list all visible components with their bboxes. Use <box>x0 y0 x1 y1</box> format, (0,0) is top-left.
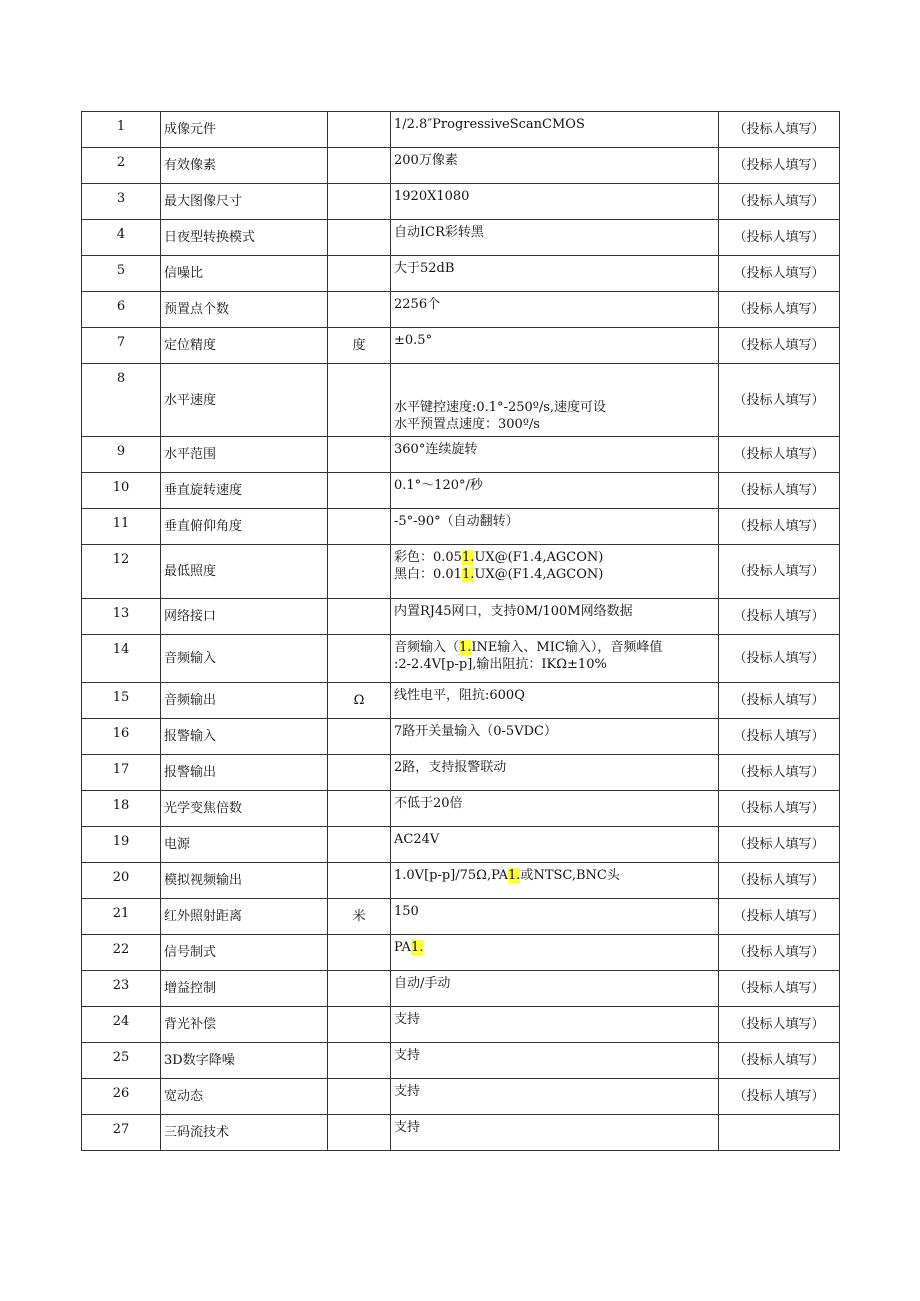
spec-value-cell <box>391 719 719 755</box>
spec-value-cell <box>391 827 719 863</box>
spec-value-text: 0.1°～120°/秒 <box>394 478 483 493</box>
bidder-fill-note-cell: （投标人填写） <box>719 683 840 719</box>
unit-cell: Ω <box>328 683 391 719</box>
parameter-name-cell: 模拟视频输出 <box>161 863 328 899</box>
unit-cell <box>328 220 391 256</box>
parameter-name-cell: 光学变焦倍数 <box>161 791 328 827</box>
parameter-name-cell: 三码流技术 <box>161 1115 328 1151</box>
spec-value-cell <box>391 683 719 719</box>
unit-cell <box>328 184 391 220</box>
row-number-cell: 13 <box>82 599 161 635</box>
table-row <box>82 220 840 256</box>
spec-value-line <box>394 513 715 530</box>
row-number-cell: 26 <box>82 1079 161 1115</box>
parameter-name-cell: 3D数字降噪 <box>161 1043 328 1079</box>
bidder-fill-note-cell: （投标人填写） <box>719 1007 840 1043</box>
table-row <box>82 827 840 863</box>
table-row <box>82 1115 840 1151</box>
spec-value-text: 支持 <box>394 1084 421 1099</box>
spec-value-text: 大于52dB <box>394 261 455 276</box>
spec-value-text: 2路，支持报警联动 <box>394 760 507 775</box>
parameter-name-cell: 垂直俯仰角度 <box>161 509 328 545</box>
parameter-name-cell: 音频输出 <box>161 683 328 719</box>
spec-value-cell <box>391 599 719 635</box>
row-number-cell: 11 <box>82 509 161 545</box>
spec-value-line <box>394 296 715 313</box>
row-number-cell: 12 <box>82 545 161 599</box>
row-number-cell: 10 <box>82 473 161 509</box>
spec-value-text: 线性电平，阻抗:600Q <box>394 688 525 703</box>
bidder-fill-note-cell: （投标人填写） <box>719 1079 840 1115</box>
spec-value-line <box>394 656 715 673</box>
spec-value-line <box>394 639 715 656</box>
spec-value-text: 黑白：0.01 <box>394 567 462 582</box>
spec-value-text: 2256个 <box>394 297 441 312</box>
highlighted-text: 1. <box>459 640 472 655</box>
table-row <box>82 292 840 328</box>
spec-value-text: 1/2.8″ProgressiveScanCMOS <box>394 117 585 132</box>
spec-value-text: 支持 <box>394 1120 421 1135</box>
spec-value-cell <box>391 112 719 148</box>
table-row <box>82 899 840 935</box>
table-row <box>82 935 840 971</box>
bidder-fill-note-cell: （投标人填写） <box>719 827 840 863</box>
table-row <box>82 473 840 509</box>
spec-value-line <box>394 1047 715 1064</box>
spec-value-text: 7路开关量输入（0-5VDC） <box>394 724 557 739</box>
unit-cell: 度 <box>328 328 391 364</box>
spec-value-text: PA <box>394 940 411 955</box>
spec-value-line <box>394 152 715 169</box>
spec-value-line <box>394 903 715 920</box>
unit-cell <box>328 1079 391 1115</box>
table-row <box>82 971 840 1007</box>
row-number-cell: 16 <box>82 719 161 755</box>
spec-value-text: 内置RJ45网口，支持0M/100M网络数据 <box>394 604 633 619</box>
spec-value-line <box>394 566 715 583</box>
spec-value-text: ±0.5° <box>394 333 433 348</box>
unit-cell <box>328 256 391 292</box>
spec-value-text: AC24V <box>394 832 440 847</box>
table-row <box>82 545 840 599</box>
parameter-name-cell: 垂直旋转速度 <box>161 473 328 509</box>
table-row <box>82 719 840 755</box>
spec-value-text: INE输入、MIC输入），音频峰值 <box>471 640 663 655</box>
table-row <box>82 148 840 184</box>
spec-value-text: 音频输入（ <box>394 640 460 655</box>
spec-value-text: 自动/手动 <box>394 976 451 991</box>
bidder-fill-note-cell: （投标人填写） <box>719 509 840 545</box>
unit-cell <box>328 863 391 899</box>
table-row <box>82 755 840 791</box>
spec-value-cell <box>391 899 719 935</box>
spec-value-cell <box>391 1115 719 1151</box>
row-number-cell: 2 <box>82 148 161 184</box>
unit-cell <box>328 545 391 599</box>
spec-value-text: 200万像素 <box>394 153 458 168</box>
unit-cell <box>328 292 391 328</box>
spec-value-cell <box>391 1043 719 1079</box>
bidder-fill-note-cell: （投标人填写） <box>719 220 840 256</box>
row-number-cell: 4 <box>82 220 161 256</box>
bidder-fill-note-cell: （投标人填写） <box>719 755 840 791</box>
spec-value-line <box>394 332 715 349</box>
spec-value-cell <box>391 1007 719 1043</box>
spec-value-line <box>394 795 715 812</box>
parameter-name-cell: 背光补偿 <box>161 1007 328 1043</box>
row-number-cell: 24 <box>82 1007 161 1043</box>
row-number-cell: 14 <box>82 635 161 683</box>
spec-value-text: 1.0V[p-p]/75Ω,PA <box>394 868 509 883</box>
spec-value-line <box>394 759 715 776</box>
spec-value-cell <box>391 863 719 899</box>
unit-cell <box>328 935 391 971</box>
spec-value-text: 或NTSC,BNC头 <box>520 868 620 883</box>
parameter-name-cell: 报警输出 <box>161 755 328 791</box>
row-number-cell: 20 <box>82 863 161 899</box>
highlighted-text: 1. <box>410 940 424 955</box>
spec-value-line <box>394 416 715 433</box>
row-number-cell: 6 <box>82 292 161 328</box>
row-number-cell: 18 <box>82 791 161 827</box>
row-number-cell: 22 <box>82 935 161 971</box>
table-row <box>82 437 840 473</box>
row-number-cell: 19 <box>82 827 161 863</box>
parameter-name-cell: 最大图像尺寸 <box>161 184 328 220</box>
highlighted-text: 1. <box>461 567 475 582</box>
spec-value-text: UX@(F1.4,AGCON) <box>474 567 604 582</box>
row-number-cell: 15 <box>82 683 161 719</box>
parameter-name-cell: 报警输入 <box>161 719 328 755</box>
row-number-cell: 8 <box>82 364 161 437</box>
parameter-name-cell: 增益控制 <box>161 971 328 1007</box>
spec-value-line <box>394 441 715 458</box>
unit-cell <box>328 364 391 437</box>
row-number-cell: 25 <box>82 1043 161 1079</box>
spec-value-line <box>394 723 715 740</box>
spec-value-cell <box>391 755 719 791</box>
spec-value-cell <box>391 971 719 1007</box>
spec-value-cell <box>391 545 719 599</box>
highlighted-text: 1. <box>508 868 521 883</box>
spec-value-text: 支持 <box>394 1012 421 1027</box>
bidder-fill-note-cell: （投标人填写） <box>719 971 840 1007</box>
spec-value-cell <box>391 635 719 683</box>
spec-value-text: 支持 <box>394 1048 421 1063</box>
unit-cell <box>328 1115 391 1151</box>
bidder-fill-note-cell: （投标人填写） <box>719 719 840 755</box>
spec-value-text: :2-2.4V[p-p],输出阻抗：IKΩ±10% <box>394 657 607 672</box>
unit-cell <box>328 437 391 473</box>
spec-value-cell <box>391 256 719 292</box>
spec-value-cell <box>391 935 719 971</box>
spec-value-cell <box>391 328 719 364</box>
unit-cell <box>328 827 391 863</box>
bidder-fill-note-cell: （投标人填写） <box>719 437 840 473</box>
unit-cell <box>328 1007 391 1043</box>
bidder-fill-note-cell: （投标人填写） <box>719 635 840 683</box>
parameter-name-cell: 红外照射距离 <box>161 899 328 935</box>
spec-value-text: 水平预置点速度：300º/s <box>394 417 540 432</box>
spec-value-line <box>394 1083 715 1100</box>
spec-value-line <box>394 603 715 620</box>
parameter-name-cell: 水平速度 <box>161 364 328 437</box>
bidder-fill-note-cell: （投标人填写） <box>719 899 840 935</box>
spec-table-body <box>82 112 840 1151</box>
parameter-name-cell: 信噪比 <box>161 256 328 292</box>
parameter-name-cell: 信号制式 <box>161 935 328 971</box>
spec-value-line <box>394 477 715 494</box>
row-number-cell: 9 <box>82 437 161 473</box>
row-number-cell: 3 <box>82 184 161 220</box>
highlighted-text: 1. <box>461 550 475 565</box>
unit-cell <box>328 148 391 184</box>
parameter-name-cell: 定位精度 <box>161 328 328 364</box>
table-row <box>82 1007 840 1043</box>
parameter-name-cell: 网络接口 <box>161 599 328 635</box>
unit-cell <box>328 755 391 791</box>
row-number-cell: 7 <box>82 328 161 364</box>
spec-table <box>81 111 840 1151</box>
bidder-fill-note-cell: （投标人填写） <box>719 184 840 220</box>
spec-value-cell <box>391 184 719 220</box>
spec-value-line <box>394 867 715 884</box>
spec-value-line <box>394 687 715 704</box>
spec-value-text: 150 <box>394 904 419 919</box>
spec-value-line <box>394 188 715 205</box>
spec-value-text: UX@(F1.4,AGCON) <box>474 550 604 565</box>
parameter-name-cell: 水平范围 <box>161 437 328 473</box>
spec-value-line <box>394 549 715 566</box>
unit-cell <box>328 635 391 683</box>
unit-cell <box>328 509 391 545</box>
bidder-fill-note-cell: （投标人填写） <box>719 935 840 971</box>
spec-value-cell <box>391 509 719 545</box>
spec-value-line <box>394 116 715 133</box>
spec-value-line <box>394 1011 715 1028</box>
table-row <box>82 328 840 364</box>
table-row <box>82 1043 840 1079</box>
unit-cell <box>328 719 391 755</box>
row-number-cell: 17 <box>82 755 161 791</box>
bidder-fill-note-cell: （投标人填写） <box>719 599 840 635</box>
table-row <box>82 112 840 148</box>
parameter-name-cell: 有效像素 <box>161 148 328 184</box>
spec-value-text: -5°-90°（自动翻转） <box>394 514 519 529</box>
unit-cell <box>328 112 391 148</box>
spec-value-cell <box>391 148 719 184</box>
bidder-fill-note-cell: （投标人填写） <box>719 473 840 509</box>
bidder-fill-note-cell: （投标人填写） <box>719 863 840 899</box>
parameter-name-cell: 音频输入 <box>161 635 328 683</box>
spec-value-text: 水平键控速度:0.1°-250º/s,速度可设 <box>394 400 607 415</box>
spec-value-text: 不低于20倍 <box>394 796 463 811</box>
bidder-fill-note-cell: （投标人填写） <box>719 256 840 292</box>
unit-cell <box>328 473 391 509</box>
spec-value-line <box>394 399 715 416</box>
spec-value-cell <box>391 473 719 509</box>
unit-cell: 米 <box>328 899 391 935</box>
spec-value-text: 1920X1080 <box>394 189 470 204</box>
unit-cell <box>328 1043 391 1079</box>
spec-value-cell <box>391 791 719 827</box>
parameter-name-cell: 成像元件 <box>161 112 328 148</box>
row-number-cell: 1 <box>82 112 161 148</box>
table-row <box>82 683 840 719</box>
table-row <box>82 635 840 683</box>
table-row <box>82 599 840 635</box>
bidder-fill-note-cell: （投标人填写） <box>719 148 840 184</box>
bidder-fill-note-cell <box>719 1115 840 1151</box>
bidder-fill-note-cell: （投标人填写） <box>719 1043 840 1079</box>
row-number-cell: 5 <box>82 256 161 292</box>
table-row <box>82 364 840 437</box>
spec-value-cell <box>391 220 719 256</box>
bidder-fill-note-cell: （投标人填写） <box>719 545 840 599</box>
unit-cell <box>328 599 391 635</box>
unit-cell <box>328 971 391 1007</box>
table-row <box>82 791 840 827</box>
row-number-cell: 23 <box>82 971 161 1007</box>
spec-value-text: 彩色：0.05 <box>394 550 462 565</box>
parameter-name-cell: 宽动态 <box>161 1079 328 1115</box>
parameter-name-cell: 最低照度 <box>161 545 328 599</box>
parameter-name-cell: 预置点个数 <box>161 292 328 328</box>
spec-value-line <box>394 939 715 956</box>
spec-value-cell <box>391 364 719 437</box>
spec-value-text: 360°连续旋转 <box>394 442 478 457</box>
bidder-fill-note-cell: （投标人填写） <box>719 292 840 328</box>
bidder-fill-note-cell: （投标人填写） <box>719 791 840 827</box>
table-row <box>82 509 840 545</box>
bidder-fill-note-cell: （投标人填写） <box>719 112 840 148</box>
spec-value-cell <box>391 437 719 473</box>
unit-cell <box>328 791 391 827</box>
table-row <box>82 1079 840 1115</box>
table-row <box>82 863 840 899</box>
parameter-name-cell: 电源 <box>161 827 328 863</box>
parameter-name-cell: 日夜型转换模式 <box>161 220 328 256</box>
spec-value-cell <box>391 292 719 328</box>
spec-value-line <box>394 224 715 241</box>
bidder-fill-note-cell: （投标人填写） <box>719 328 840 364</box>
spec-value-line <box>394 260 715 277</box>
spec-value-cell <box>391 1079 719 1115</box>
spec-value-line <box>394 975 715 992</box>
table-row <box>82 256 840 292</box>
row-number-cell: 27 <box>82 1115 161 1151</box>
spec-value-text: 自动ICR彩转黑 <box>394 225 484 240</box>
spec-value-line <box>394 1119 715 1136</box>
spec-value-line <box>394 831 715 848</box>
row-number-cell: 21 <box>82 899 161 935</box>
bidder-fill-note-cell: （投标人填写） <box>719 364 840 437</box>
table-row <box>82 184 840 220</box>
